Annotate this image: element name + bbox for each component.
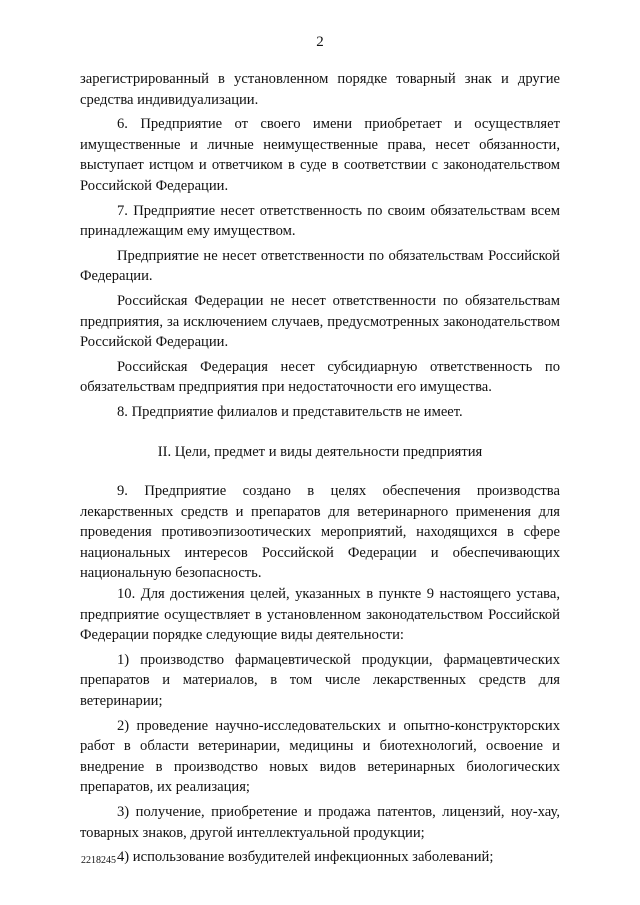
paragraph-item-6: 6. Предприятие от своего имени приобретает и осуществляет имущественные и личные неимущественные права, несет обязанности, выступает истцом и ответчиком в суде в соответствии с законодательством Российской Федерации. — [80, 116, 560, 194]
document-id: 2218245 — [81, 855, 116, 866]
section-heading: II. Цели, предмет и виды деятельности предприятия — [157, 443, 483, 460]
list-item-2: 2) проведение научно-исследовательских и опытно-конструкторских работ в области ветеринарии, медицины и биотехнологий, освоение и внедрение в производство новых видов ветеринарных биологических препаратов, их реализация; — [80, 717, 560, 796]
document-body — [80, 69, 560, 868]
paragraph-item-9: 9. Предприятие создано в целях обеспечения производства лекарственных средств и препаратов для ветеринарного применения для проведения противоэпизоотических мероприятий, находящихся в сфере национальных интересов Российской Федерации и обеспечивающих национальную безопасность. — [80, 483, 560, 582]
page-number: 2 — [316, 34, 324, 50]
paragraph-no-liability: Предприятие не несет ответственности по обязательствам Российской Федерации. — [80, 247, 560, 285]
paragraph-item-8: 8. Предприятие филиалов и представительств не имеет. — [117, 403, 463, 420]
paragraph-continuation: зарегистрированный в установленном порядке товарный знак и другие средства индивидуализации. — [80, 71, 560, 108]
paragraph-item-7: 7. Предприятие несет ответственность по своим обязательствам всем принадлежащим ему имуществом. — [80, 202, 560, 240]
list-item-3: 3) получение, приобретение и продажа патентов, лицензий, ноу-хау, товарных знаков, другой интеллектуальной продукции; — [80, 804, 560, 841]
paragraph-subsidiary-liability: Российская Федерация несет субсидиарную ответственность по обязательствам предприятия при недостаточности его имущества. — [80, 358, 560, 396]
paragraph-item-10: 10. Для достижения целей, указанных в пункте 9 настоящего устава, предприятие осуществляет в установленном законодательством Российской Федерации порядке следующие виды деятельности: — [80, 586, 560, 644]
list-item-4: 4) использование возбудителей инфекционных заболеваний; — [117, 849, 494, 866]
paragraph-federation-no-liability: Российская Федерации не несет ответственности по обязательствам предприятия, за исключением случаев, предусмотренных законодательством Российской Федерации. — [80, 292, 560, 351]
list-item-1: 1) производство фармацевтической продукции, фармацевтических препаратов и материалов, в том числе лекарственных средств для ветеринарии; — [80, 651, 560, 710]
